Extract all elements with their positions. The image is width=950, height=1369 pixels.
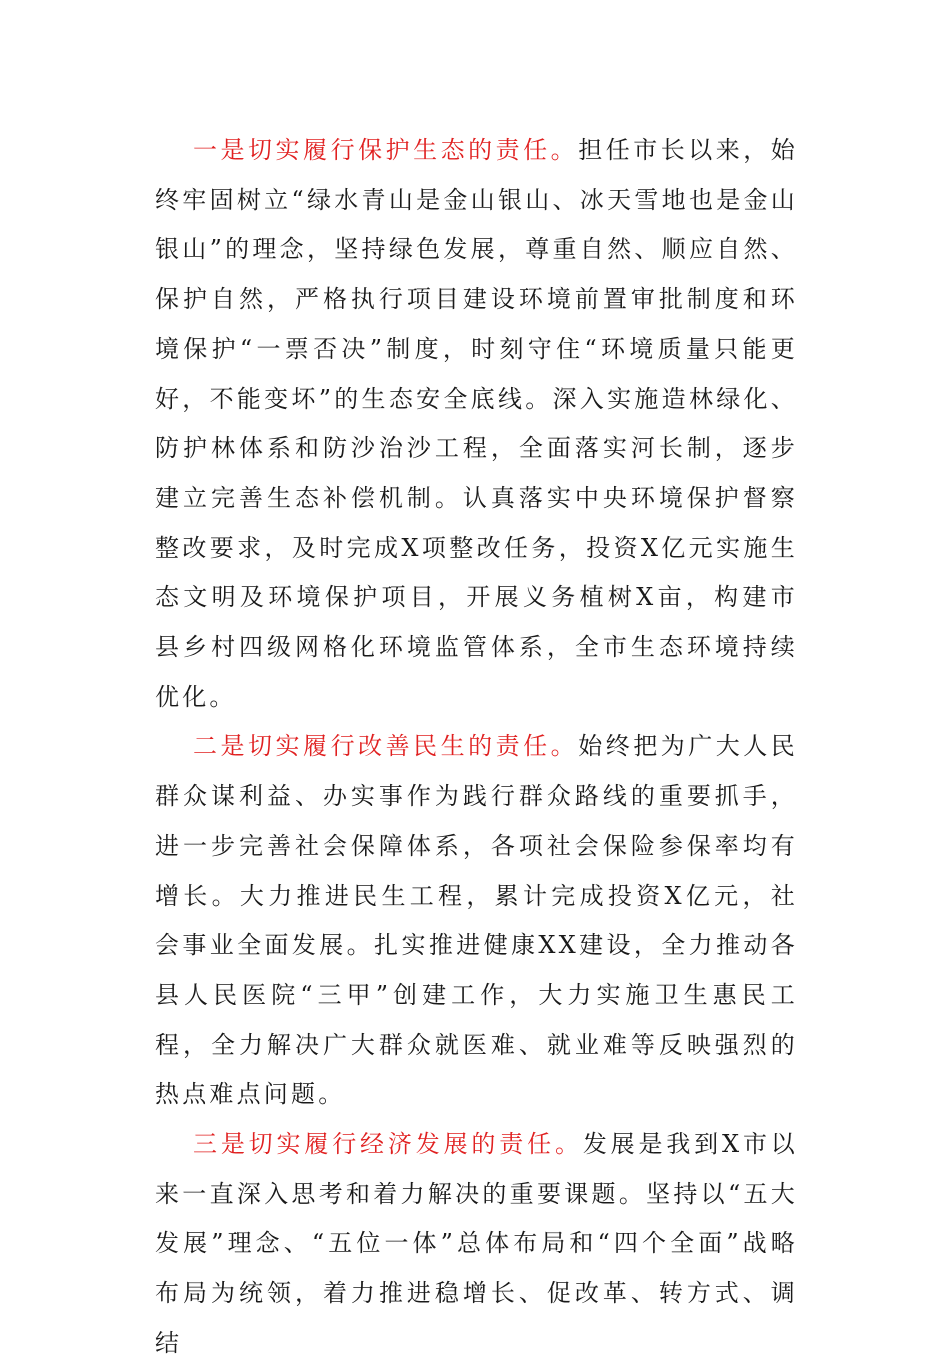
paragraph-text: 担任市长以来，始终牢固树立“绿水青山是金山银山、冰天雪地也是金山银山”的理念，坚持绿色发展，尊重自然、顺应自然、保护自然，严格执行项目建设环境前置审批制度和环境保护“一票否决”制度，时刻守住“环境质量只能更好，不能变坏”的生态安全底线。深入实施造林绿化、防护林体系和防沙治沙工程，全面落实河长制，逐步建立完善生态补偿机制。认真落实中央环境保护督察整改要求，及时完成X项整改任务，投资X亿元实施生态文明及环境保护项目，开展义务植树X亩，构建市县乡村四级网格化环境监管体系，全市生态环境持续优化。 [155, 136, 798, 711]
paragraph-text: 始终把为广大人民群众谋利益、办实事作为践行群众路线的重要抓手，进一步完善社会保障体系，各项社会保险参保率均有增长。大力推进民生工程，累计完成投资X亿元，社会事业全面发展。扎实推进健康XX建设，全力推动各县人民医院“三甲”创建工作，大力实施卫生惠民工程，全力解决广大群众就医难、就业难等反映强烈的热点难点问题。 [155, 732, 798, 1109]
paragraph-heading: 一是切实履行保护生态的责任。 [193, 136, 579, 164]
paragraph-text: 发展是我到X市以来一直深入思考和着力解决的重要课题。坚持以“五大发展”理念、“五位一体”总体布局和“四个全面”战略布局为统领，着力推进稳增长、促改革、转方式、调结 [155, 1130, 798, 1357]
paragraph-ecology [155, 126, 798, 722]
paragraph-heading: 三是切实履行经济发展的责任。 [193, 1130, 583, 1159]
paragraph-economy [155, 1120, 798, 1369]
paragraph-heading: 二是切实履行改善民生的责任。 [193, 732, 579, 761]
document-body [155, 126, 798, 1369]
paragraph-livelihood [155, 722, 798, 1120]
